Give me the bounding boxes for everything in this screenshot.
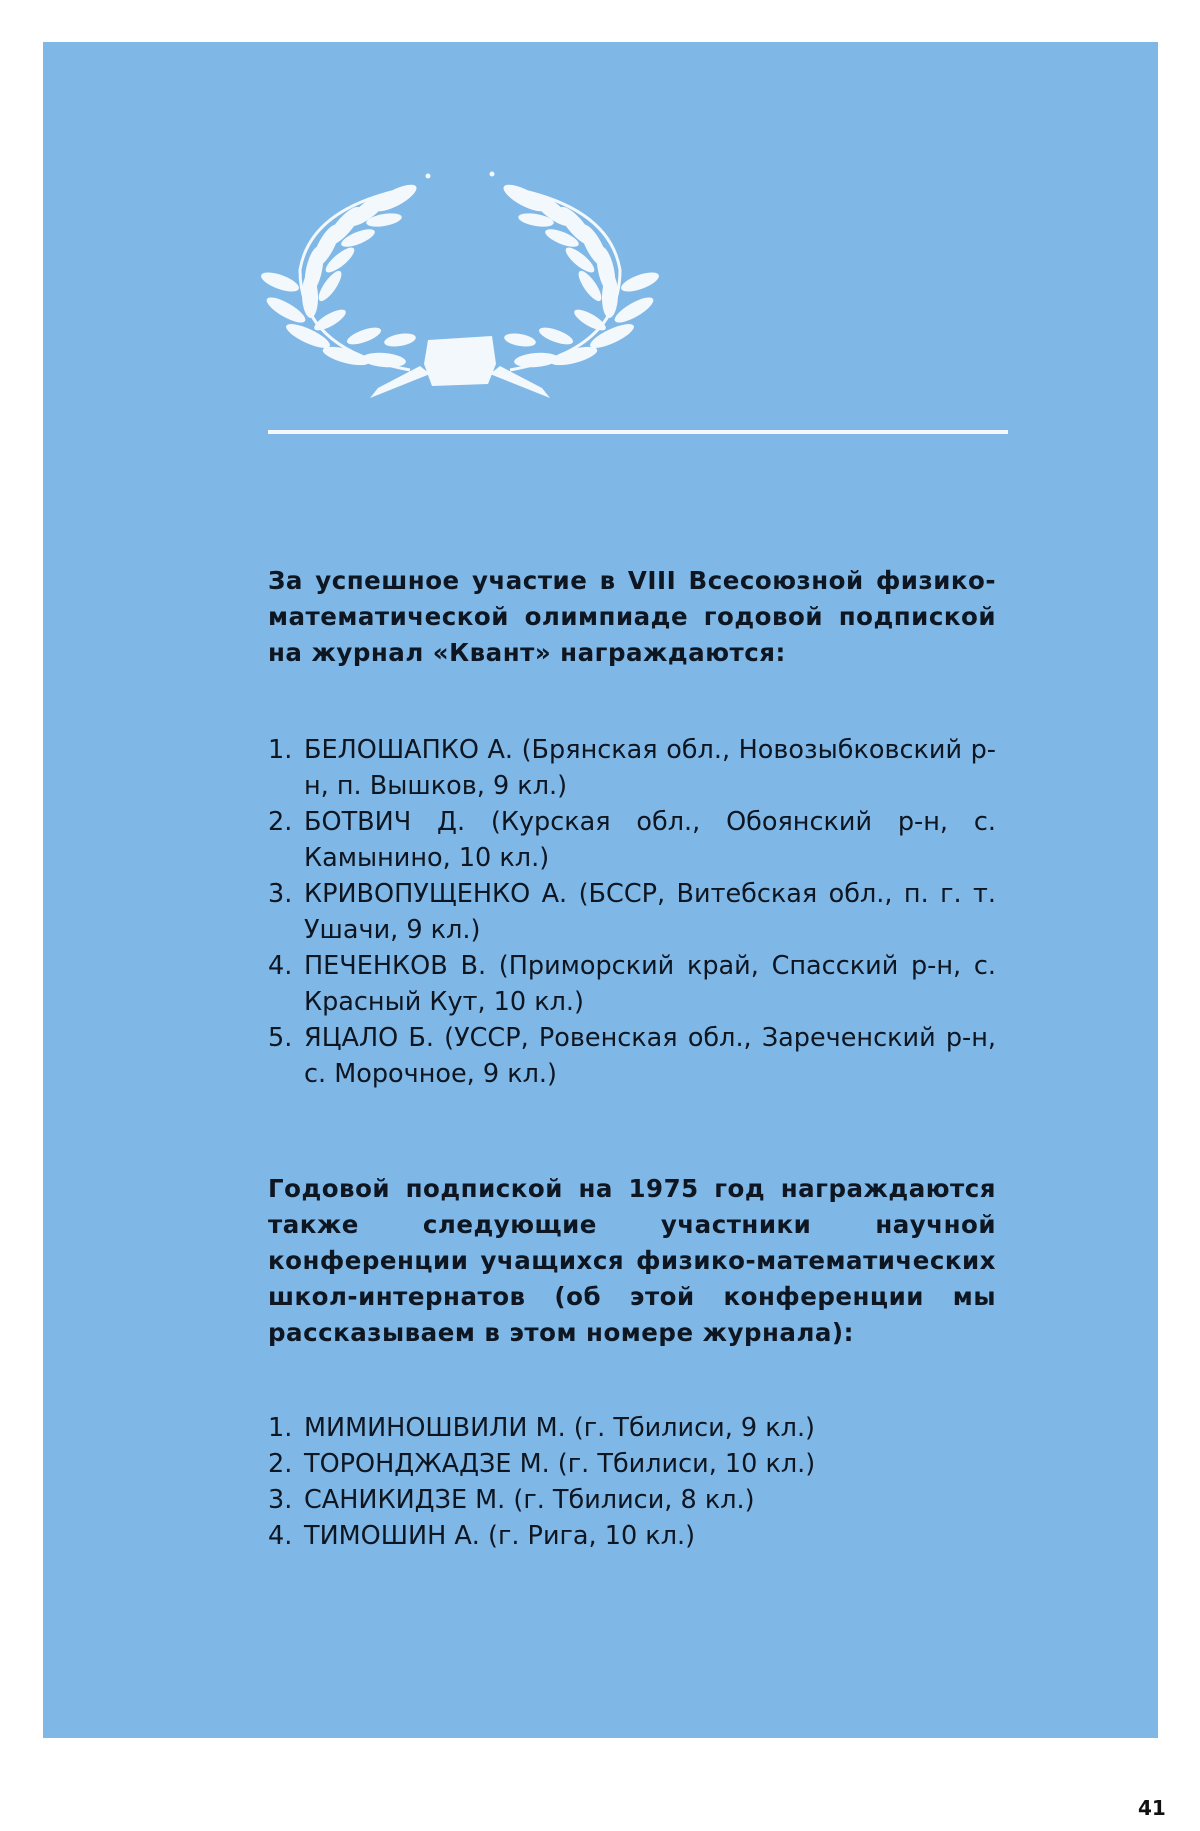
list-item-number: 3.: [268, 1485, 293, 1515]
list-item-text: БЕЛОШАПКО А. (Брянская обл., Новозыбковский р-н, п. Вышков, 9 кл.): [304, 735, 996, 801]
list-item-number: 1.: [268, 1413, 293, 1443]
list-item-text: МИМИНОШВИЛИ М. (г. Тбилиси, 9 кл.): [304, 1413, 815, 1443]
list-item-text: ТИМОШИН А. (г. Рига, 10 кл.): [304, 1521, 696, 1551]
list-item-text: ЯЦАЛО Б. (УССР, Ровенская обл., Зареченский р-н, с. Морочное, 9 кл.): [304, 1023, 996, 1089]
list-item: [268, 1518, 996, 1554]
conference-winners-list: [268, 1410, 996, 1554]
list-item: [268, 876, 996, 948]
list-item: [268, 1482, 996, 1518]
list-item-text: ПЕЧЕНКОВ В. (Приморский край, Спасский р-н, с. Красный Кут, 10 кл.): [304, 951, 996, 1017]
list-item-number: 5.: [268, 1023, 293, 1053]
list-item-number: 3.: [268, 879, 293, 909]
list-item-text: ТОРОНДЖАДЗЕ М. (г. Тбилиси, 10 кл.): [304, 1449, 816, 1479]
list-item: [268, 948, 996, 1020]
list-item: [268, 804, 996, 876]
list-item: [268, 732, 996, 804]
list-item-number: 1.: [268, 735, 293, 765]
page-number: 41: [1138, 1796, 1166, 1820]
list-item-number: 2.: [268, 807, 293, 837]
olympiad-winners-list: [268, 732, 996, 1092]
list-item-number: 2.: [268, 1449, 293, 1479]
list-item: [268, 1446, 996, 1482]
conference-award-heading: Годовой подпиской на 1975 год награждаются также следующие участники научной конференции учащихся физико-математических школ-интернатов (об этой конференции мы рассказываем в этом номере журнала):: [268, 1174, 996, 1347]
laurel-wreath-icon: [260, 160, 660, 400]
list-item-text: КРИВОПУЩЕНКО А. (БССР, Витебская обл., п. г. т. Ушачи, 9 кл.): [304, 879, 996, 945]
list-item-number: 4.: [268, 1521, 293, 1551]
list-item: [268, 1020, 996, 1092]
list-item-text: БОТВИЧ Д. (Курская обл., Обоянский р-н, с. Камынино, 10 кл.): [304, 807, 996, 873]
list-item-text: САНИКИДЗЕ М. (г. Тбилиси, 8 кл.): [304, 1485, 755, 1515]
divider-line: [268, 430, 1008, 434]
olympiad-award-heading: За успешное участие в VIII Всесоюзной физико-математической олимпиаде годовой подпиской на журнал «Квант» награждаются:: [268, 566, 996, 667]
list-item-number: 4.: [268, 951, 293, 981]
list-item: [268, 1410, 996, 1446]
